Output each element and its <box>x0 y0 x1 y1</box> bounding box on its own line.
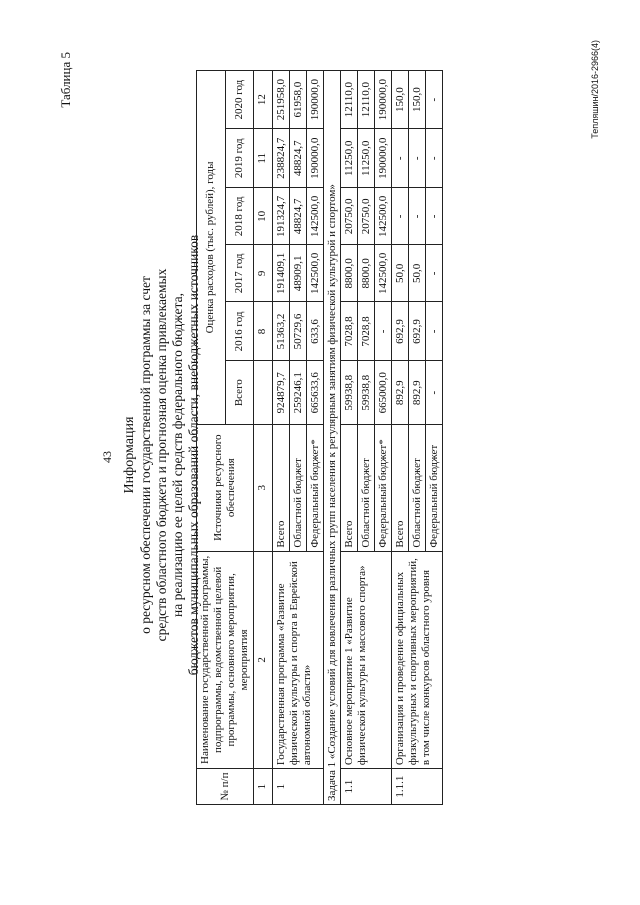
title-line: бюджетов муниципальных образований области, внебюджетных источников <box>186 234 201 676</box>
value-cell: 12110,0 <box>341 71 358 129</box>
value-cell: 251958,0 <box>273 71 290 129</box>
value-cell: 191324,7 <box>273 188 290 245</box>
value-cell: 51363,2 <box>273 302 290 361</box>
value-cell: 892,9 <box>392 361 409 424</box>
value-cell: - <box>375 302 392 361</box>
value-cell: 12110,0 <box>358 71 375 129</box>
index-cell: 2 <box>254 551 273 769</box>
value-cell: 11250,0 <box>341 129 358 188</box>
value-cell: 191409,1 <box>273 245 290 302</box>
value-cell: - <box>392 188 409 245</box>
title-line: Информация <box>122 416 137 494</box>
value-cell: 59938,8 <box>358 361 375 424</box>
value-cell: 238824,7 <box>273 129 290 188</box>
row-source: Всего <box>341 424 358 551</box>
value-cell: 142500,0 <box>375 245 392 302</box>
value-cell: 48909,1 <box>290 245 307 302</box>
value-cell: 633,6 <box>307 302 324 361</box>
value-cell: 142500,0 <box>307 188 324 245</box>
header-year: 2017 год <box>225 245 254 302</box>
value-cell: 50729,6 <box>290 302 307 361</box>
value-cell: 48824,7 <box>290 188 307 245</box>
value-cell: - <box>426 361 443 424</box>
value-cell: 48824,7 <box>290 129 307 188</box>
value-cell: 665633,6 <box>307 361 324 424</box>
value-cell: 190000,0 <box>375 71 392 129</box>
row-source: Федеральный бюджет* <box>307 424 324 551</box>
footer-code: Тепляшин/2016-2966(4) <box>590 40 600 139</box>
value-cell: - <box>426 188 443 245</box>
index-cell: 10 <box>254 188 273 245</box>
table-row <box>341 71 358 805</box>
header-year: 2018 год <box>225 188 254 245</box>
header-year: 2016 год <box>225 302 254 361</box>
value-cell: 7028,8 <box>358 302 375 361</box>
row-source: Областной бюджет <box>290 424 307 551</box>
row-number: 1.1 <box>341 769 392 805</box>
value-cell: 190000,0 <box>307 71 324 129</box>
value-cell: 59938,8 <box>341 361 358 424</box>
task-text: Задача 1 «Создание условий для вовлечения различных групп населения к регулярным занятиям физической культурой и спортом» <box>324 71 341 805</box>
index-cell: 8 <box>254 302 273 361</box>
value-cell: - <box>392 129 409 188</box>
value-cell: - <box>409 129 426 188</box>
value-cell: 190000,0 <box>307 129 324 188</box>
value-cell: 8800,0 <box>341 245 358 302</box>
value-cell: - <box>426 302 443 361</box>
value-cell: 8800,0 <box>358 245 375 302</box>
header-estimate: Оценка расходов (тыс. рублей), годы <box>197 71 226 425</box>
table-row <box>273 71 290 805</box>
column-index-row <box>254 71 273 805</box>
value-cell: 142500,0 <box>375 188 392 245</box>
resource-table <box>196 70 443 805</box>
row-source: Всего <box>392 424 409 551</box>
value-cell: 20750,0 <box>358 188 375 245</box>
index-cell: 3 <box>254 424 273 551</box>
row-source: Областной бюджет <box>409 424 426 551</box>
value-cell: - <box>426 129 443 188</box>
row-number: 1.1.1 <box>392 769 443 805</box>
value-cell: 259246,1 <box>290 361 307 424</box>
value-cell: 20750,0 <box>341 188 358 245</box>
value-cell: 150,0 <box>409 71 426 129</box>
value-cell: 142500,0 <box>307 245 324 302</box>
page-number: 43 <box>100 451 114 463</box>
value-cell: 692,9 <box>409 302 426 361</box>
value-cell: 190000,0 <box>375 129 392 188</box>
header-source: Источники ресурсного обеспечения <box>197 424 254 551</box>
title-line: о ресурсном обеспечении государственной программы за счет <box>138 276 153 634</box>
value-cell: - <box>409 188 426 245</box>
index-cell: 12 <box>254 71 273 129</box>
value-cell: 11250,0 <box>358 129 375 188</box>
header-num: № п/п <box>197 769 254 805</box>
value-cell: 692,9 <box>392 302 409 361</box>
value-cell: 50,0 <box>409 245 426 302</box>
title-line: средств областного бюджета и прогнозная оценка привлекаемых <box>154 268 169 642</box>
value-cell: 7028,8 <box>341 302 358 361</box>
index-cell: 9 <box>254 245 273 302</box>
value-cell: 50,0 <box>392 245 409 302</box>
value-cell: - <box>426 71 443 129</box>
header-year: 2020 год <box>225 71 254 129</box>
value-cell: - <box>426 245 443 302</box>
row-source: Федеральный бюджет* <box>375 424 392 551</box>
title-line: на реализацию ее целей средств федерального бюджета, <box>170 293 185 617</box>
header-total: Всего <box>225 361 254 424</box>
index-cell: 11 <box>254 129 273 188</box>
row-name: Основное мероприятие 1 «Развитие физической культуры и массового спорта» <box>341 551 392 769</box>
value-cell: 924879,7 <box>273 361 290 424</box>
task-row <box>324 71 341 805</box>
table-row <box>392 71 409 805</box>
table-label: Таблица 5 <box>58 52 73 108</box>
header-year: 2019 год <box>225 129 254 188</box>
header-name: Наименование государственной программы, подпрограммы, ведомственной целевой программы, основного мероприятия, мероприятия <box>197 551 254 769</box>
row-source: Всего <box>273 424 290 551</box>
row-name: Государственная программа «Развитие физической культуры и спорта в Еврейской автономной области» <box>273 551 324 769</box>
row-number: 1 <box>273 769 324 805</box>
index-cell <box>254 361 273 424</box>
value-cell: 892,9 <box>409 361 426 424</box>
value-cell: 61958,0 <box>290 71 307 129</box>
row-source: Федеральный бюджет <box>426 424 443 551</box>
row-source: Областной бюджет <box>358 424 375 551</box>
document-title <box>122 175 202 735</box>
index-cell: 1 <box>254 769 273 805</box>
value-cell: 665000,0 <box>375 361 392 424</box>
value-cell: 150,0 <box>392 71 409 129</box>
row-name: Организация и проведение официальных физкультурных и спортивных мероприятий, в том числе конкурсов областного уровня <box>392 551 443 769</box>
